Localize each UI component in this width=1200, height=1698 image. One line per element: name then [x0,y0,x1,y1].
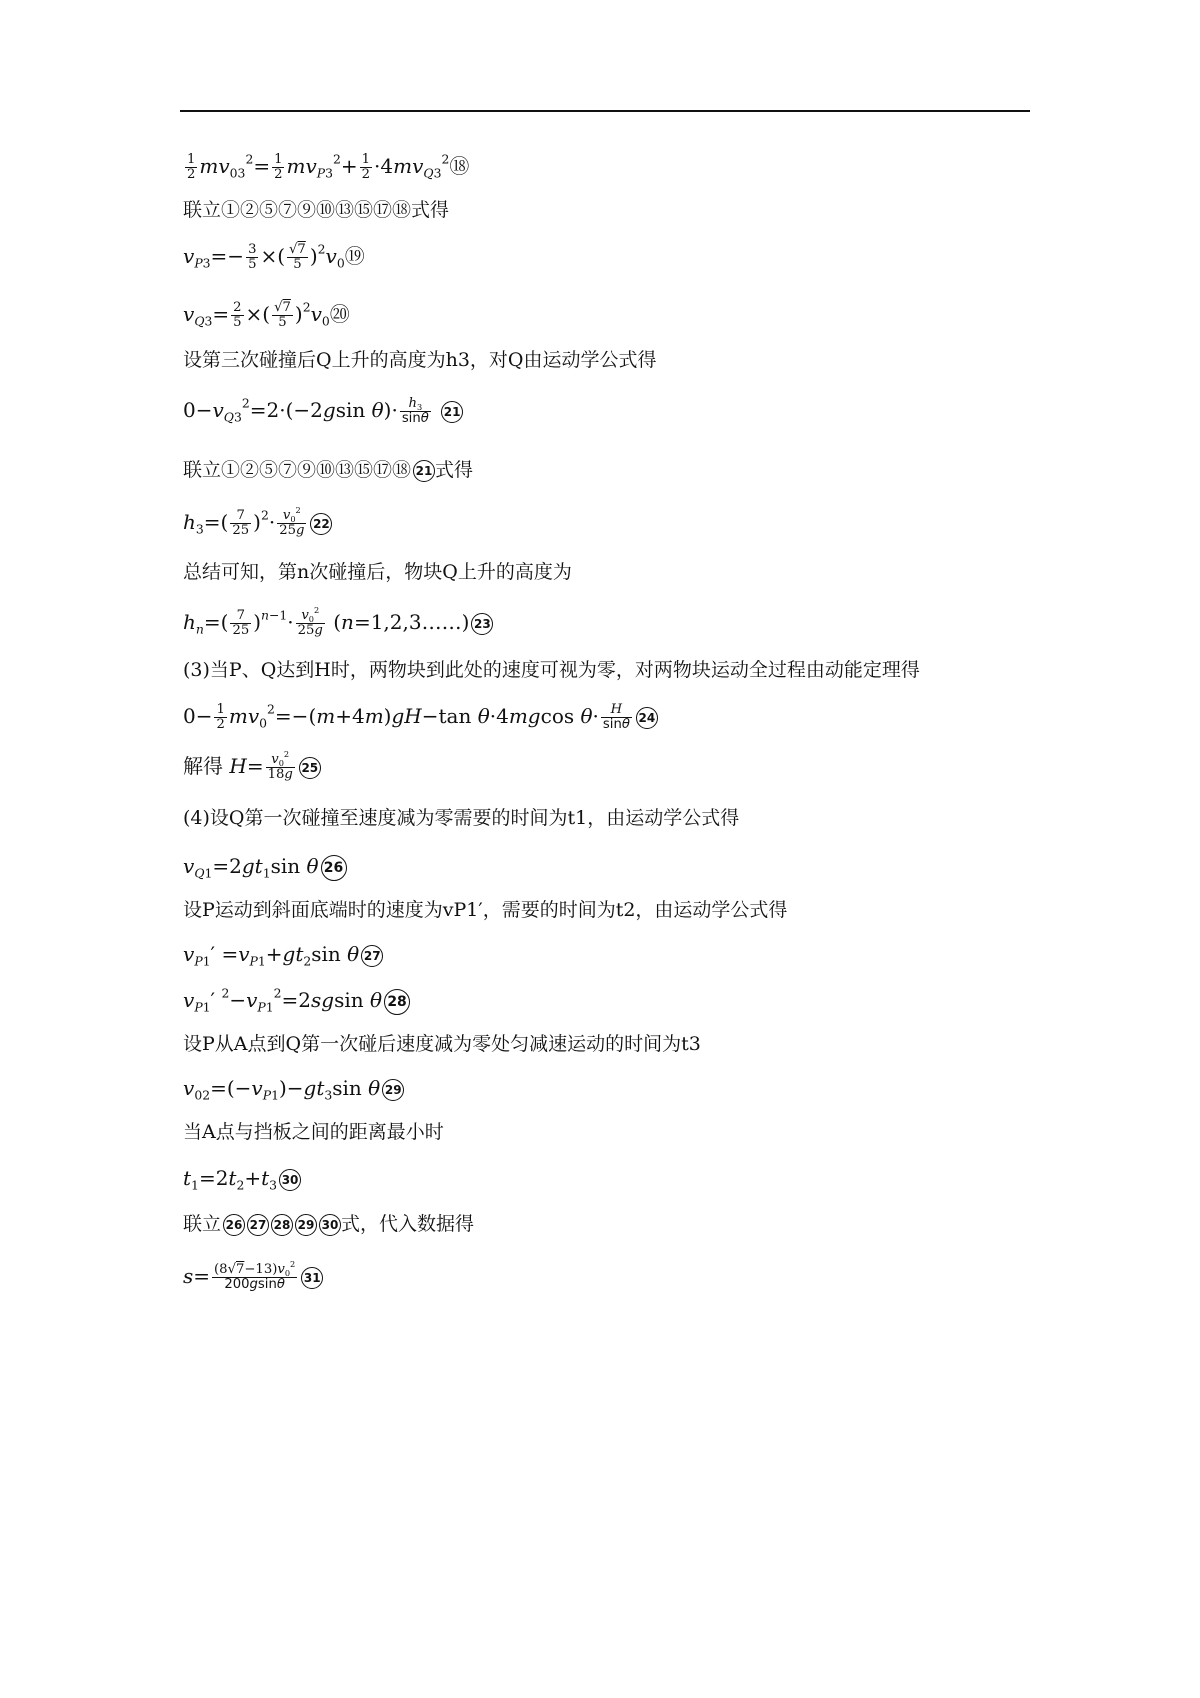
equation-19: $v_{P3}=-$ $\frac{3}{5}$ ×( $\frac{√7}{5}$ )$^2v_0⑲$ [183,241,365,272]
equation-25: 解得 H= $\frac{v_0^2}{18g}$ 25 [183,752,321,782]
eq-ref-30: 30 [319,1214,341,1236]
eq-ref-27: 27 [247,1214,269,1236]
eq-number-28: 28 [384,989,410,1015]
eq-number-18: ⑱ [449,154,470,178]
solve-label: 解得 [183,754,223,778]
eq-number-20: ⑳ [329,302,350,326]
eq-number-24: 24 [636,707,658,729]
eq-ref-21: 21 [413,460,435,482]
text-line-p-from-a: 设P从A点到Q第一次碰后速度减为零处匀减速运动的时间为t3 [183,1033,701,1055]
eq-number-29: 29 [382,1079,404,1101]
eq-number-23: 23 [471,613,493,635]
text-line-part-4: (4)设Q第一次碰撞至速度减为零需要的时间为t1，由运动学公式得 [183,807,740,829]
eq-ref-29: 29 [295,1214,317,1236]
equation-21: $0-v_{Q3}^2=2\cdot(-2gsin$ θ)· $\frac{h_3}{\sin\theta}$ 21 [183,396,463,426]
combine-3-text: 联立 [183,1213,222,1235]
equation-22: $h_3=$( $\frac{7}{25}$ )$^2$· $\frac{v_0^2}{25g}$ 22 [183,508,332,538]
text-line-combine-2 [183,456,473,484]
equation-30: $t_1=2t_2+t_3$ 30 [183,1164,301,1192]
text-line-combine-1: 联立①②⑤⑦⑨⑩⑬⑮⑰⑱式得 [183,199,450,221]
text-line-summary: 总结可知，第n次碰撞后，物块Q上升的高度为 [183,561,572,583]
equation-24: 0− $\frac{1}{2}$ $mv_0^2=-(m+4m)gH-\tan$ θ·4mgcos θ· $\frac{H}{\sin\theta}$ 24 [183,702,658,732]
eq-number-21: 21 [441,401,463,423]
combine-2-end: 式得 [435,459,474,481]
text-line-p-velocity: 设P运动到斜面底端时的速度为vP1′，需要的时间为t2，由运动学公式得 [183,899,788,921]
text-line-height-h3: 设第三次碰撞后Q上升的高度为h3，对Q由运动学公式得 [183,349,657,371]
eq-number-31: 31 [301,1267,323,1289]
eq-number-30: 30 [279,1169,301,1191]
eq-number-19: ⑲ [344,244,365,268]
eq-number-25: 25 [299,757,321,779]
equation-18: $\frac{1}{2}$ $mv_{03}^2=$ $\frac{1}{2}$ $mv_{P3}^2+$ $\frac{1}{2}$ $\cdot 4mv_{Q3}^2⑱$ [187,151,470,182]
equation-29: $v_{02}=(-v_{P1})-gt_3\sin$ θ 29 [183,1074,404,1102]
eq-ref-28: 28 [271,1214,293,1236]
eq-number-22: 22 [310,513,332,535]
eq-ref-26: 26 [223,1214,245,1236]
equation-28: $v_{P1}'$ $^2-v_{P1}^2=2sgsin$ θ 28 [183,986,410,1015]
eq-number-27: 27 [361,945,383,967]
combine-3-end: 式，代入数据得 [341,1213,475,1235]
equation-23: $h_n=$( $\frac{7}{25}$ )$^{n-1}$· $\frac{v_0^2}{25g}$ (n=1,2,3……) 23 [183,608,493,638]
equation-26: $v_{Q1}=2gt_1\sin$ θ 26 [183,852,347,881]
equation-27: $v_{P1}' =v_{P1}+gt_2\sin$ θ 27 [183,940,383,968]
text-line-part-3: (3)当P、Q达到H时，两物块到此处的速度可视为零，对两物块运动全过程由动能定理得 [183,659,920,681]
eq-number-26: 26 [321,855,347,881]
combine-2-text: 联立①②⑤⑦⑨⑩⑬⑮⑰⑱ [183,459,412,481]
equation-20: $v_{Q3}=$ $\frac{2}{5}$ ×( $\frac{√7}{5}$ )$^2v_0⑳$ [183,299,350,330]
text-line-min-distance: 当A点与挡板之间的距离最小时 [183,1121,444,1143]
equation-31: s= $\frac{(8√7-13)v_0^2}{200gsin\theta}$ 31 [183,1262,323,1292]
header-rule [180,110,1030,112]
text-line-combine-3 [183,1210,474,1238]
